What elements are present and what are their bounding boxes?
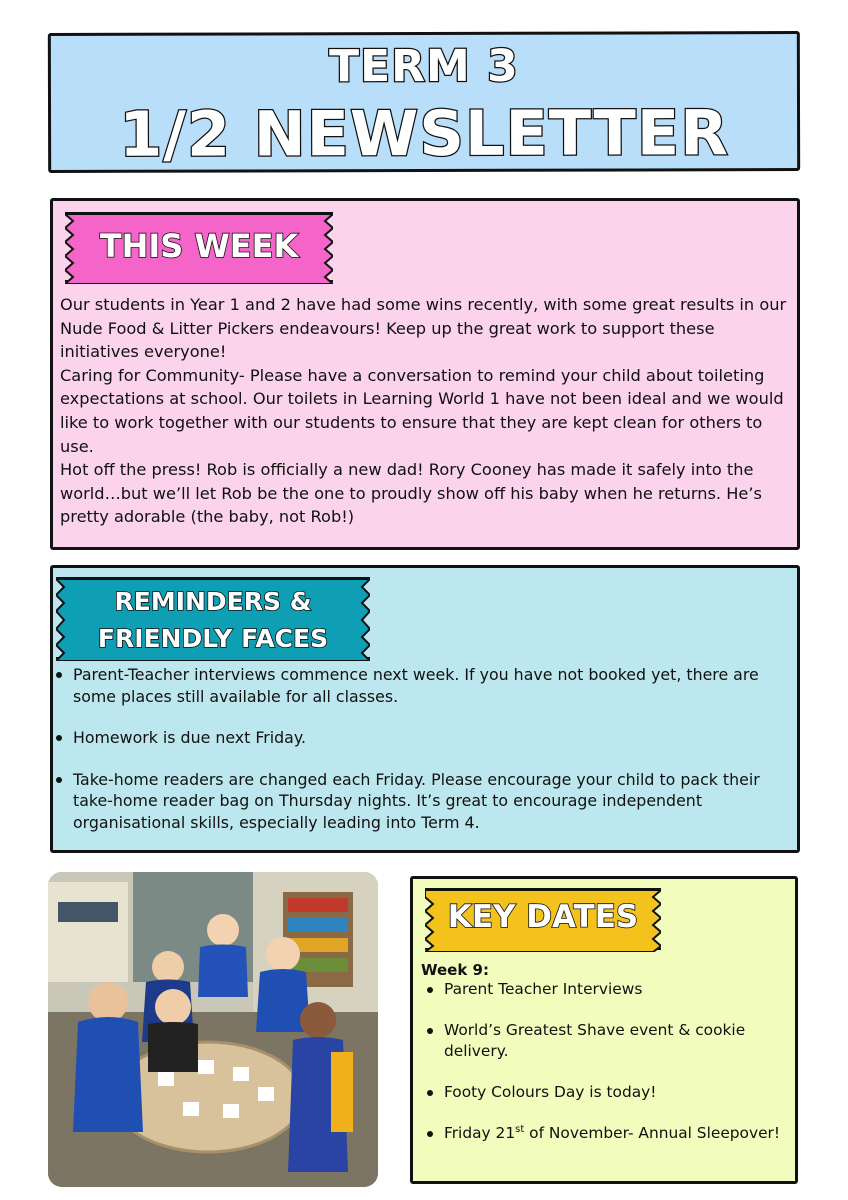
list-item: World’s Greatest Shave event & cookie delivery. (444, 1020, 794, 1062)
class-photo-illustration (48, 872, 378, 1187)
list-item: Parent Teacher Interviews (444, 979, 794, 1000)
this-week-paragraph: Caring for Community- Please have a conversation to remind your child about toileting expectations at school. Our toilets in Learning World 1 have not been ideal and we would like to work together with our students to ensure that they are kept clean for others to use. (60, 365, 784, 456)
newsletter-title: 1/2 NEWSLETTER (119, 96, 730, 171)
key-dates-banner (425, 888, 661, 950)
week-label: Week 9: (421, 961, 489, 979)
key-dates-heading: KEY DATES (447, 899, 639, 935)
reminders-heading (56, 583, 370, 657)
key-dates-section (410, 876, 798, 1184)
this-week-paragraph: Hot off the press! Rob is officially a new dad! Rory Cooney has made it safely into the world…but we’ll let Rob be the one to proudly show off his baby when he returns. He’s pretty adorable (the baby, not Rob!) (60, 460, 762, 527)
list-item (444, 1123, 794, 1144)
newsletter-header (48, 31, 800, 173)
reminders-heading-line-1: REMINDERS & (114, 587, 312, 616)
reminders-banner (56, 577, 370, 659)
reminders-list (53, 664, 803, 853)
sleepover-date-prefix: Friday 21 (444, 1124, 516, 1142)
list-item: Homework is due next Friday. (73, 727, 803, 749)
list-item: Take-home readers are changed each Friday. Please encourage your child to pack their take-home reader bag on Thursday nights. It’s great to encourage independent organisational skills, especially leading into Term 4. (73, 769, 803, 834)
list-item: Footy Colours Day is today! (444, 1082, 794, 1103)
key-dates-list (413, 979, 794, 1164)
this-week-paragraph: Our students in Year 1 and 2 have had some wins recently, with some great results in our Nude Food & Litter Pickers endeavours! Keep up the great work to support these initiatives everyone! (60, 295, 787, 362)
reminders-section (50, 565, 800, 853)
this-week-heading: THIS WEEK (99, 227, 299, 265)
sleepover-text: of November- Annual Sleepover! (524, 1124, 781, 1142)
class-photo (48, 872, 378, 1187)
reminders-heading-line-2: FRIENDLY FACES (97, 624, 329, 653)
list-item: Parent-Teacher interviews commence next week. If you have not booked yet, there are some places still available for all classes. (73, 664, 803, 707)
this-week-section (50, 198, 800, 550)
this-week-banner (65, 212, 333, 282)
this-week-body (60, 293, 792, 529)
sleepover-date-suffix: st (515, 1123, 525, 1135)
term-title: TERM 3 (328, 40, 519, 93)
